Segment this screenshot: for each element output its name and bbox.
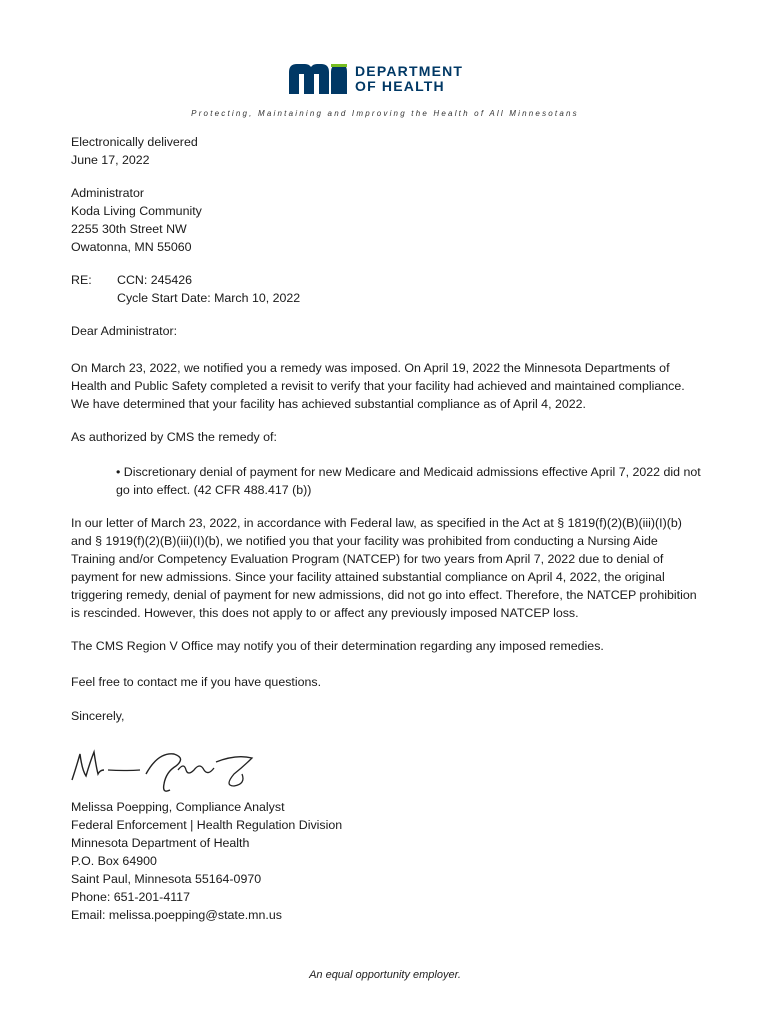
re-label: RE: bbox=[71, 273, 92, 287]
re-ccn: CCN: 245426 bbox=[117, 273, 193, 287]
delivery-method: Electronically delivered bbox=[71, 135, 198, 149]
sender-block bbox=[71, 798, 701, 924]
logo-line-1: DEPARTMENT bbox=[355, 63, 464, 79]
recipient-street: 2255 30th Street NW bbox=[71, 222, 187, 236]
recipient-city: Owatonna, MN 55060 bbox=[71, 240, 192, 254]
footer-eeo: An equal opportunity employer. bbox=[309, 969, 461, 981]
salutation-text: Dear Administrator: bbox=[71, 324, 178, 338]
recipient-title: Administrator bbox=[71, 186, 144, 200]
paragraph-4-text: The CMS Region V Office may notify you of their determination regarding any imposed remedies. bbox=[71, 639, 604, 653]
re-block bbox=[71, 271, 701, 307]
handwritten-signature bbox=[66, 740, 266, 801]
sender-phone: Phone: 651-201-4117 bbox=[71, 890, 190, 904]
closing bbox=[71, 707, 701, 725]
recipient-address bbox=[71, 184, 701, 256]
paragraph-1 bbox=[71, 359, 701, 413]
salutation bbox=[71, 322, 701, 340]
tagline: Protecting, Maintaining and Improving the Health of All Minnesotans bbox=[191, 109, 579, 118]
paragraph-3 bbox=[71, 514, 701, 622]
closing-text: Sincerely, bbox=[71, 709, 125, 723]
paragraph-5-text: Feel free to contact me if you have questions. bbox=[71, 675, 322, 689]
remedy-bullet-text: • Discretionary denial of payment for new Medicare and Medicaid admissions effective April 7, 2022 did not go into effect. (42 CFR 488.417 (b)) bbox=[116, 465, 701, 497]
mdh-logo bbox=[287, 62, 463, 98]
mn-logo-icon bbox=[287, 62, 349, 96]
sender-department: Minnesota Department of Health bbox=[71, 836, 250, 850]
paragraph-5 bbox=[71, 673, 701, 691]
paragraph-4 bbox=[71, 637, 701, 655]
recipient-name: Koda Living Community bbox=[71, 204, 202, 218]
paragraph-1-text: On March 23, 2022, we notified you a remedy was imposed. On April 19, 2022 the Minnesota Departments of Health and Public Safety completed a revisit to verify that your facility had achieved and maintained compliance. We have determined that your facility has achieved substantial compliance as of April 4, 2022. bbox=[71, 361, 685, 411]
sender-po-box: P.O. Box 64900 bbox=[71, 854, 157, 868]
sender-email[interactable]: Email: melissa.poepping@state.mn.us bbox=[71, 908, 282, 922]
paragraph-2-text: As authorized by CMS the remedy of: bbox=[71, 430, 277, 444]
sender-city: Saint Paul, Minnesota 55164-0970 bbox=[71, 872, 262, 886]
paragraph-3-text: In our letter of March 23, 2022, in accordance with Federal law, as specified in the Act at § 1819(f)(2)(B)(iii)(I)(b) and § 1919(f)(2)(B)(iii)(I)(b), we notified you that your facility was prohibited from conducting a Nursing Aide Training and/or Competency Evaluation Program (NATCEP) for two years from April 7, 2022 due to denial of payment for new admissions. Since your facility attained substantial compliance on April 4, 2022, the original triggering remedy, denial of payment for new admissions, did not go into effect. Therefore, the NATCEP prohibition is rescinded. However, this does not apply to or affect any previously imposed NATCEP loss. bbox=[71, 516, 697, 620]
remedy-bullet bbox=[116, 463, 701, 499]
logo-wordmark bbox=[355, 64, 463, 94]
re-cycle-date: Cycle Start Date: March 10, 2022 bbox=[117, 291, 301, 305]
delivery-block bbox=[71, 133, 701, 169]
letter-date: June 17, 2022 bbox=[71, 153, 150, 167]
sender-division: Federal Enforcement | Health Regulation Division bbox=[71, 818, 343, 832]
paragraph-2 bbox=[71, 428, 701, 446]
sender-name: Melissa Poepping, Compliance Analyst bbox=[71, 800, 285, 814]
logo-line-2: OF HEALTH bbox=[355, 78, 445, 94]
